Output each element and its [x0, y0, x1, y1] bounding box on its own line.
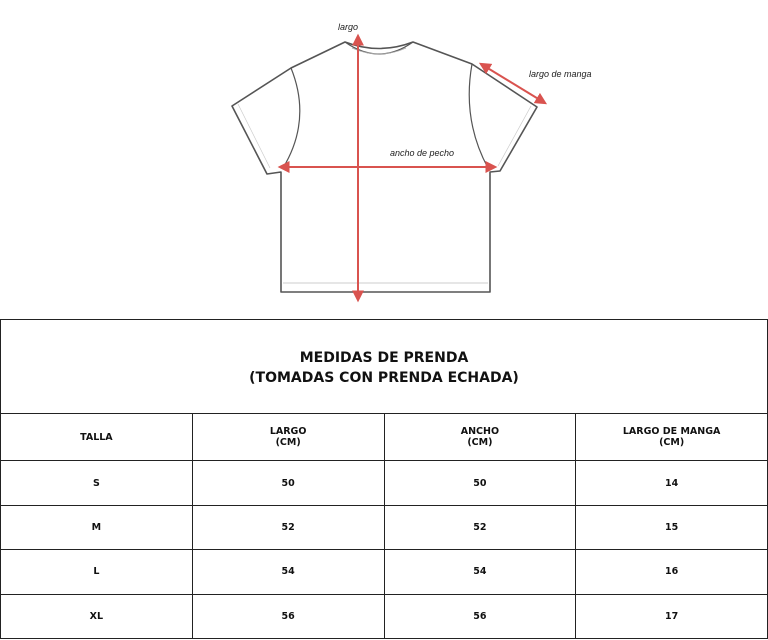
header-largo [192, 413, 384, 460]
chest-width-label: ancho de pecho [390, 148, 455, 158]
header-largo-label: LARGO [269, 426, 307, 438]
table-row [1, 550, 768, 594]
manga-cell: 17 [576, 594, 768, 638]
header-largo-manga-unit: (CM) [659, 437, 685, 449]
table-header-row [1, 413, 768, 460]
header-ancho-label: ANCHO [460, 426, 500, 438]
manga-cell: 15 [576, 505, 768, 549]
header-ancho-unit: (CM) [467, 437, 493, 449]
table-title [1, 320, 768, 414]
largo-cell: 56 [192, 594, 384, 638]
header-largo-manga-label: LARGO DE MANGA [622, 426, 721, 438]
header-ancho [384, 413, 576, 460]
ancho-cell: 54 [384, 550, 576, 594]
table-title-line-2: (TOMADAS CON PRENDA ECHADA) [249, 370, 519, 387]
manga-cell: 16 [576, 550, 768, 594]
left-sleeve-hem-stitch [238, 104, 270, 168]
table-title-row [1, 320, 768, 414]
size-cell: S [1, 461, 193, 505]
left-armhole-seam [283, 68, 300, 168]
size-cell: L [1, 550, 193, 594]
largo-cell: 52 [192, 505, 384, 549]
header-largo-manga [576, 413, 768, 460]
size-chart-table [0, 319, 768, 639]
length-label: largo [338, 22, 359, 32]
header-talla [1, 413, 193, 460]
manga-cell: 14 [576, 461, 768, 505]
right-sleeve-hem-stitch [498, 106, 531, 166]
measurement-arrows [280, 36, 545, 300]
table-row [1, 505, 768, 549]
tshirt-measurement-diagram [0, 0, 768, 318]
header-largo-unit: (CM) [275, 437, 301, 449]
largo-cell: 54 [192, 550, 384, 594]
size-cell: M [1, 505, 193, 549]
size-cell: XL [1, 594, 193, 638]
table-row [1, 594, 768, 638]
ancho-cell: 56 [384, 594, 576, 638]
header-talla-label: TALLA [80, 431, 113, 443]
table-title-line-1: MEDIDAS DE PRENDA [299, 350, 469, 367]
right-armhole-seam [469, 64, 488, 168]
ancho-cell: 50 [384, 461, 576, 505]
largo-cell: 50 [192, 461, 384, 505]
table-row [1, 461, 768, 505]
ancho-cell: 52 [384, 505, 576, 549]
sleeve-length-label: largo de manga [529, 69, 592, 79]
